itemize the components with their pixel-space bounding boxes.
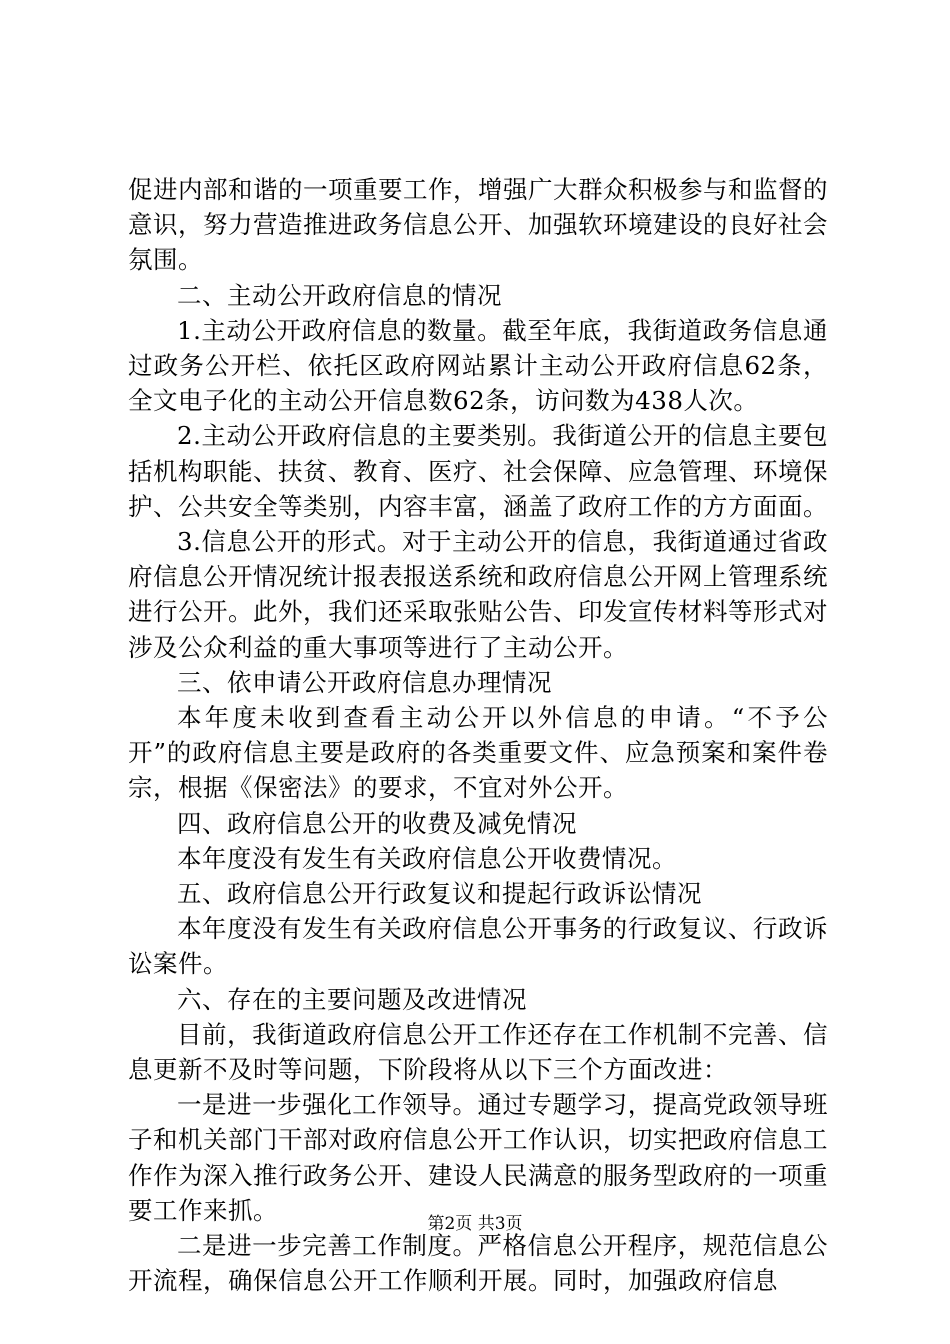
paragraph-item-2: 2.主动公开政府信息的主要类别。我街道公开的信息主要包括机构职能、扶贫、教育、医疗、社会保障、应急管理、环境保护、公共安全等类别，内容丰富，涵盖了政府工作的方方面面。 (128, 421, 828, 521)
section-heading-6: 六、存在的主要问题及改进情况 (177, 984, 527, 1014)
paragraph-improvement-1: 一是进一步强化工作领导。通过专题学习，提高党政领导班子和机关部门干部对政府信息公开工作认识，切实把政府信息工作作为深入推行政务公开、建设人民满意的服务型政府的一项重要工作来抓。 (128, 1090, 828, 1225)
paragraph-improvement-2: 二是进一步完善工作制度。严格信息公开程序，规范信息公开流程，确保信息公开工作顺利开展。同时，加强政府信息 (128, 1231, 828, 1296)
paragraph-item-3: 3.信息公开的形式。对于主动公开的信息，我街道通过省政府信息公开情况统计报表报送系统和政府信息公开网上管理系统进行公开。此外，我们还采取张贴公告、印发宣传材料等形式对涉及公众利益的重大事项等进行了主动公开。 (128, 527, 828, 662)
page-footer: 第2页 共3页 (427, 1214, 523, 1234)
paragraph-1: 促进内部和谐的一项重要工作，增强广大群众积极参与和监督的意识，努力营造推进政务信息公开、加强软环境建设的良好社会氛围。 (128, 175, 828, 275)
section-heading-3: 三、依申请公开政府信息办理情况 (177, 667, 552, 697)
paragraph-application: 本年度未收到查看主动公开以外信息的申请。“不予公开”的政府信息主要是政府的各类重要文件、应急预案和案件卷宗，根据《保密法》的要求，不宜对外公开。 (128, 703, 828, 803)
paragraph-item-1: 1.主动公开政府信息的数量。截至年底，我街道政务信息通过政务公开栏、依托区政府网站累计主动公开政府信息62条，全文电子化的主动公开信息数62条，访问数为438人次。 (128, 315, 828, 416)
paragraph-fees: 本年度没有发生有关政府信息公开收费情况。 (177, 843, 677, 873)
section-heading-2: 二、主动公开政府信息的情况 (177, 280, 502, 310)
paragraph-review: 本年度没有发生有关政府信息公开事务的行政复议、行政诉讼案件。 (128, 914, 828, 979)
section-heading-5: 五、政府信息公开行政复议和提起行政诉讼情况 (177, 879, 702, 909)
section-heading-4: 四、政府信息公开的收费及减免情况 (177, 808, 577, 838)
document-body (128, 172, 828, 1299)
paragraph-problems: 目前，我街道政府信息公开工作还存在工作机制不完善、信息更新不及时等问题，下阶段将从以下三个方面改进： (128, 1019, 828, 1085)
